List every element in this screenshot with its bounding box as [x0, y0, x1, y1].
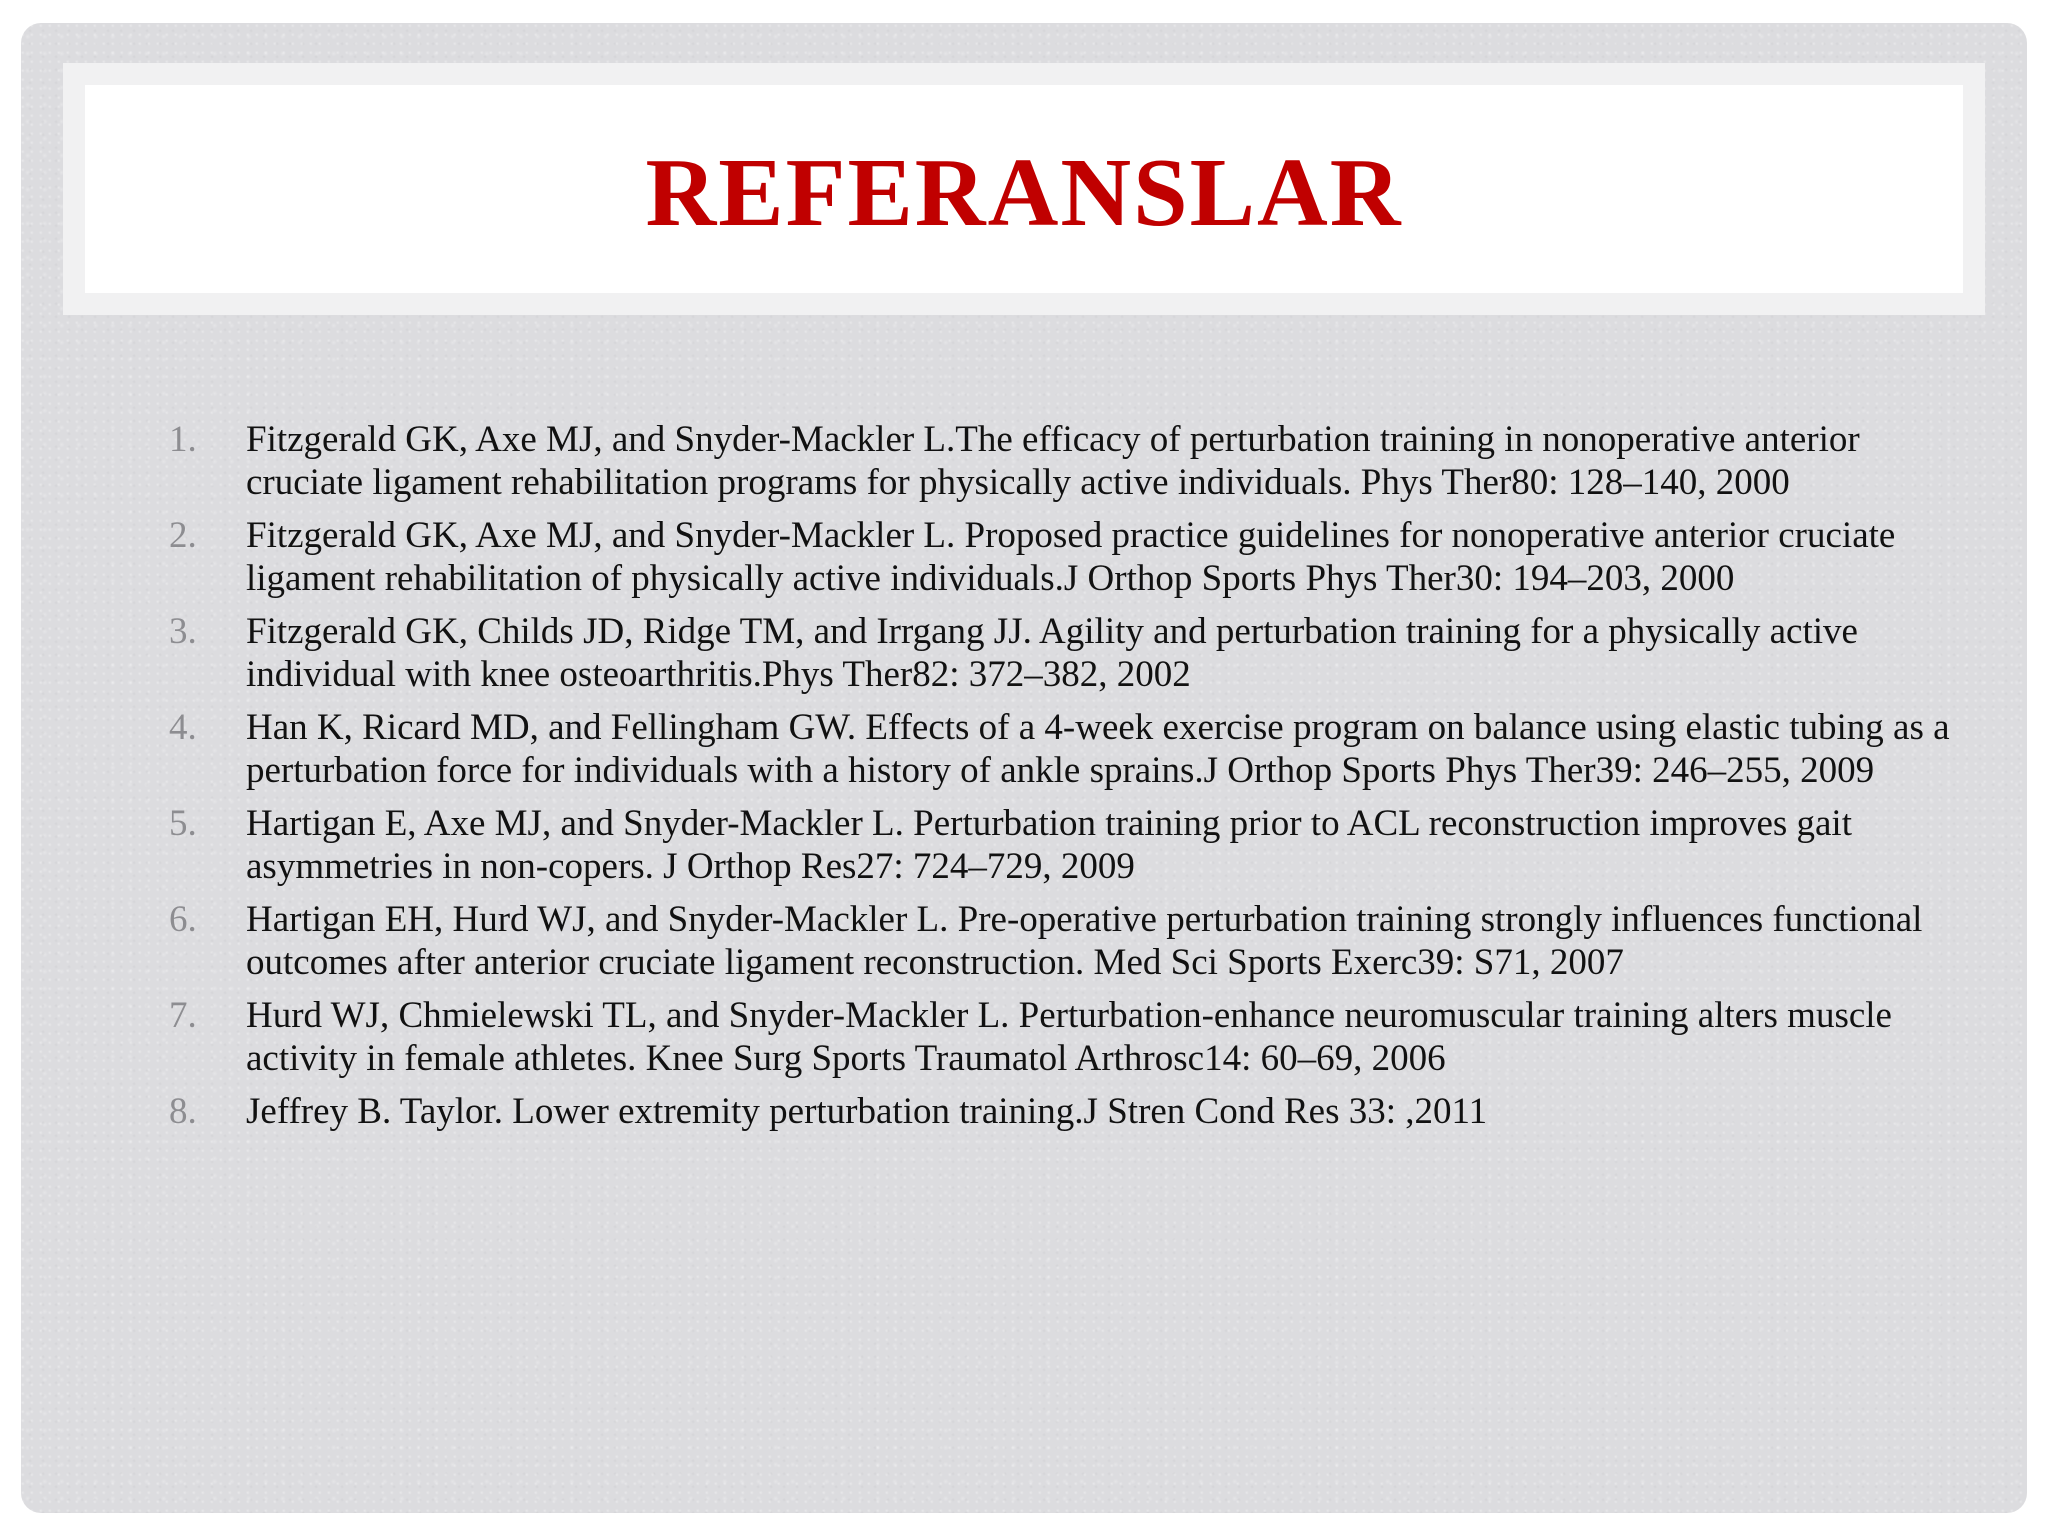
reference-number: 8. [169, 1091, 197, 1132]
reference-number: 1. [169, 419, 197, 460]
reference-text: Hartigan EH, Hurd WJ, and Snyder-Mackler L. Pre-operative perturbation training strongly influences functional outcomes after anterior cruciate ligament reconstruction. Med Sci Sports Exerc39: S71, 2007 [246, 899, 1923, 983]
reference-text: Fitzgerald GK, Axe MJ, and Snyder-Mackler L. Proposed practice guidelines for nonoperative anterior cruciate ligament rehabilitation of physically active individuals.J Orthop Sports Phys Ther30: 194–203, 2000 [246, 515, 1896, 599]
reference-item-4 [161, 706, 1961, 792]
reference-item-2 [161, 514, 1961, 600]
reference-text: Hurd WJ, Chmielewski TL, and Snyder-Mackler L. Perturbation-enhance neuromuscular training alters muscle activity in female athletes. Knee Surg Sports Traumatol Arthrosc14: 60–69, 2006 [246, 995, 1892, 1079]
reference-number: 4. [169, 707, 197, 748]
reference-number: 6. [169, 899, 197, 940]
reference-item-3 [161, 610, 1961, 696]
reference-item-7 [161, 994, 1961, 1080]
reference-item-5 [161, 802, 1961, 888]
reference-text: Jeffrey B. Taylor. Lower extremity perturbation training.J Stren Cond Res 33: ,2011 [246, 1091, 1488, 1132]
slide [21, 23, 2027, 1513]
title-box [85, 85, 1963, 293]
reference-number: 3. [169, 611, 197, 652]
reference-text: Han K, Ricard MD, and Fellingham GW. Effects of a 4-week exercise program on balance using elastic tubing as a perturbation force for individuals with a history of ankle sprains.J Orthop Sports Phys Ther39: 246–255, 2009 [246, 707, 1950, 791]
reference-number: 2. [169, 515, 197, 556]
reference-item-6 [161, 898, 1961, 984]
reference-number: 5. [169, 803, 197, 844]
reference-item-1 [161, 418, 1961, 504]
title-band [63, 63, 1985, 315]
reference-item-8 [161, 1090, 1961, 1133]
reference-list [161, 418, 1961, 1143]
reference-text: Hartigan E, Axe MJ, and Snyder-Mackler L. Perturbation training prior to ACL reconstruction improves gait asymmetries in non-copers. J Orthop Res27: 724–729, 2009 [246, 803, 1852, 887]
slide-title: REFERANSLAR [645, 139, 1403, 247]
reference-text: Fitzgerald GK, Childs JD, Ridge TM, and Irrgang JJ. Agility and perturbation training for a physically active individual with knee osteoarthritis.Phys Ther82: 372–382, 2002 [246, 611, 1858, 695]
reference-text: Fitzgerald GK, Axe MJ, and Snyder-Mackler L.The efficacy of perturbation training in nonoperative anterior cruciate ligament rehabilitation programs for physically active individuals. Phys Ther80: 128–140, 2000 [246, 419, 1860, 503]
reference-number: 7. [169, 995, 197, 1036]
